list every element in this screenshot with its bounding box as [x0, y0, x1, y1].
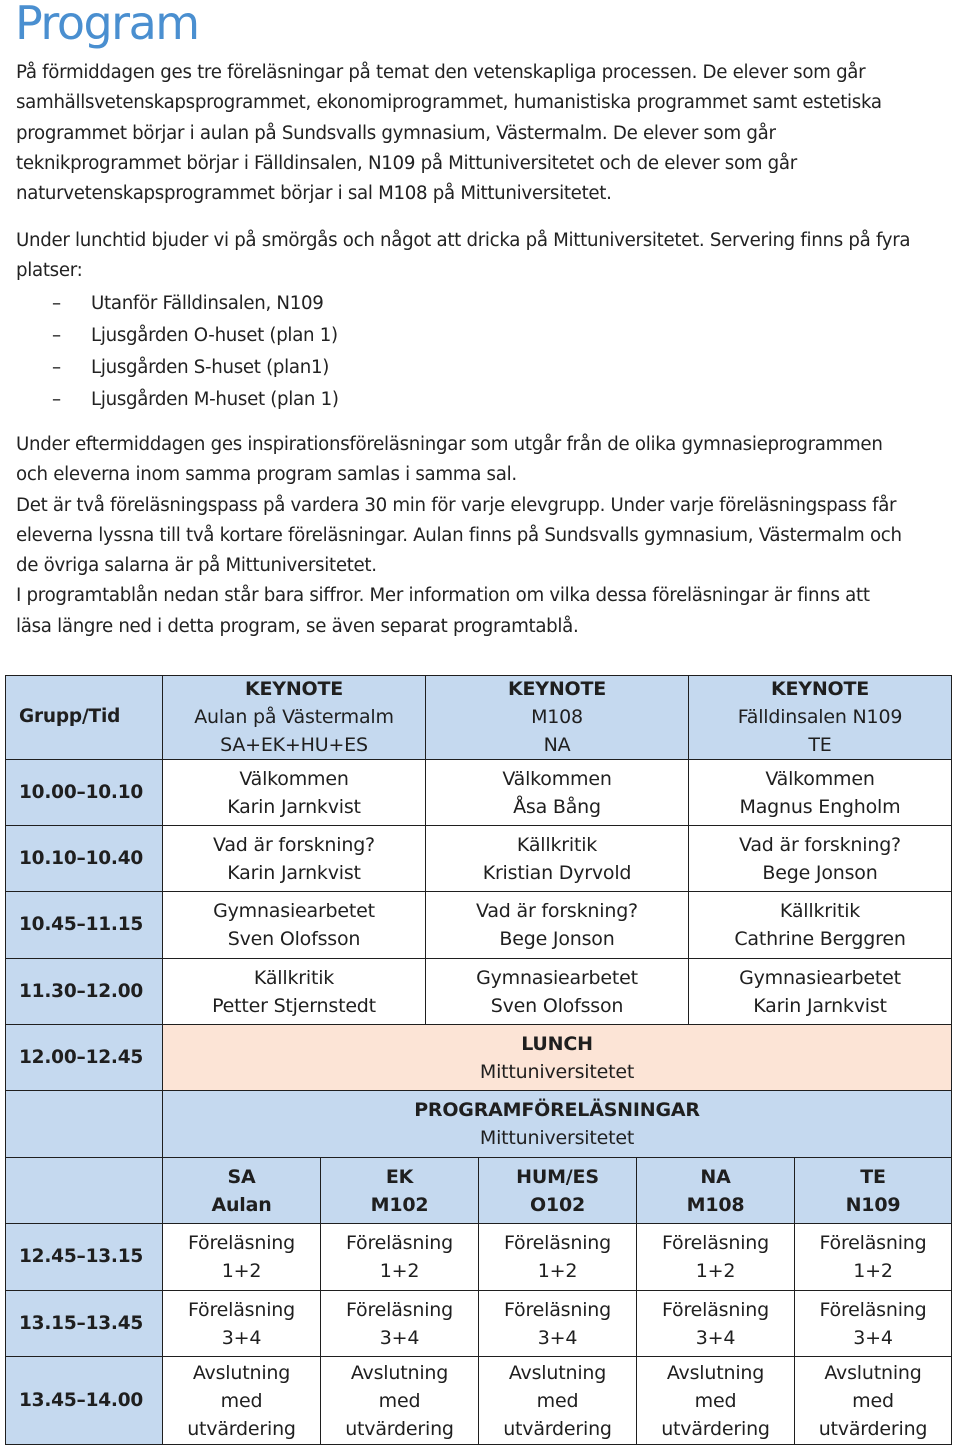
session-title: Gymnasiearbetet: [476, 966, 638, 989]
program-title: PROGRAMFÖRELÄSNINGAR: [414, 1099, 700, 1121]
lecture-title: Föreläsning: [345, 1232, 453, 1254]
closing-cell: [637, 1357, 795, 1445]
lunch-line: Under lunchtid bjuder vi på smörgås och något att dricka på Mittuniversitetet. Servering finns på fyra: [16, 230, 911, 251]
keynote-programs: TE: [808, 734, 832, 756]
lecture-cell: [163, 1224, 321, 1291]
intro-line: naturvetenskapsprogrammet börjar i sal M108 på Mittuniversitetet.: [16, 183, 612, 205]
time-text: 10.00–10.10: [19, 781, 144, 803]
session-title: Gymnasiearbetet: [739, 966, 901, 989]
session-cell: [163, 959, 426, 1025]
afternoon-line: och eleverna inom samma program samlas i samma sal.: [16, 464, 517, 486]
session-title: Vad är forskning?: [739, 833, 901, 856]
room-program: EK: [385, 1165, 414, 1188]
closing-line: med: [378, 1389, 421, 1412]
dash-bullet-icon: –: [52, 325, 61, 346]
session-cell: [426, 959, 689, 1025]
lecture-number: 1+2: [379, 1260, 420, 1282]
closing-line: Avslutning: [508, 1361, 607, 1384]
list-item-text: Ljusgården M-huset (plan 1): [91, 389, 339, 410]
session-speaker: Karin Jarnkvist: [227, 861, 361, 884]
keynote-programs: NA: [543, 734, 571, 756]
session-cell: [163, 760, 426, 826]
list-item: [0, 384, 700, 416]
keynote-header-n109: [689, 675, 952, 760]
session-cell: [426, 892, 689, 959]
intro-line: På förmiddagen ges tre föreläsningar på temat den vetenskapliga processen. De elever som går: [16, 62, 866, 83]
time-text: 12.45–13.15: [19, 1246, 144, 1267]
table-header-label: [5, 675, 163, 760]
lecture-number: 3+4: [537, 1326, 578, 1349]
session-speaker: Petter Stjernstedt: [212, 994, 376, 1017]
intro-line: programmet börjar i aulan på Sundsvalls gymnasium, Västermalm. De elever som går: [16, 122, 776, 144]
lecture-number: 1+2: [695, 1260, 736, 1282]
lecture-title: Föreläsning: [345, 1298, 453, 1321]
closing-line: med: [536, 1389, 579, 1412]
closing-cell: [795, 1357, 952, 1445]
lecture-cell: [795, 1224, 952, 1291]
closing-line: utvärdering: [503, 1417, 612, 1440]
session-title: Källkritik: [779, 900, 861, 922]
session-speaker: Bege Jonson: [499, 928, 615, 950]
lecture-title: Föreläsning: [187, 1298, 295, 1321]
keynote-header-m108: [426, 675, 689, 760]
lunch-cell: [163, 1025, 952, 1091]
time-cell: [5, 1357, 163, 1445]
session-title: Välkommen: [765, 767, 875, 790]
room-header-ek: [321, 1158, 479, 1224]
session-cell: [689, 892, 952, 959]
time-cell: [5, 760, 163, 826]
keynote-programs: SA+EK+HU+ES: [220, 734, 368, 756]
lecture-title: Föreläsning: [661, 1298, 769, 1321]
dash-bullet-icon: –: [52, 389, 61, 410]
closing-line: Avslutning: [192, 1361, 291, 1384]
keynote-room: Aulan på Västermalm: [194, 706, 394, 728]
lecture-cell: [321, 1224, 479, 1291]
closing-line: med: [220, 1389, 263, 1412]
afternoon-line: läsa längre ned i detta program, se även separat programtablå.: [16, 615, 579, 637]
keynote-label: KEYNOTE: [244, 678, 344, 700]
list-item-text: Ljusgården O-huset (plan 1): [91, 325, 338, 346]
session-speaker: Kristian Dyrvold: [482, 861, 632, 884]
afternoon-line: I programtablån nedan står bara siffror. Mer information om vilka dessa föreläsningar är finns att: [16, 585, 870, 607]
empty-cell: [5, 1091, 163, 1158]
list-item-text: Ljusgården S-huset (plan1): [91, 357, 330, 378]
room-name: O102: [529, 1193, 585, 1216]
time-text: 13.45–14.00: [19, 1389, 144, 1411]
session-title: Vad är forskning?: [213, 833, 375, 856]
session-cell: [689, 760, 952, 826]
time-text: 13.15–13.45: [19, 1312, 144, 1334]
session-speaker: Cathrine Berggren: [734, 928, 906, 950]
lunch-title: LUNCH: [521, 1032, 593, 1055]
room-program: SA: [227, 1165, 256, 1188]
closing-line: Avslutning: [824, 1361, 922, 1384]
lecture-title: Föreläsning: [661, 1232, 769, 1254]
keynote-label: KEYNOTE: [507, 678, 607, 700]
time-text: 10.10–10.40: [19, 847, 144, 869]
list-item: [0, 352, 700, 384]
session-title: Välkommen: [502, 767, 612, 790]
closing-cell: [479, 1357, 637, 1445]
program-place: Mittuniversitetet: [479, 1127, 635, 1149]
room-header-sa: [163, 1158, 321, 1224]
intro-line: samhällsvetenskapsprogrammet, ekonomiprogrammet, humanistiska programmet samt estetiska: [16, 92, 882, 114]
closing-line: Avslutning: [666, 1361, 765, 1384]
lecture-number: 3+4: [379, 1326, 420, 1349]
lecture-cell: [479, 1224, 637, 1291]
closing-line: utvärdering: [345, 1417, 454, 1440]
session-title: Gymnasiearbetet: [213, 900, 375, 922]
lecture-title: Föreläsning: [503, 1298, 611, 1321]
empty-cell: [5, 1158, 163, 1224]
session-title: Vad är forskning?: [476, 900, 638, 922]
time-cell: [5, 892, 163, 959]
room-name: N109: [845, 1193, 901, 1216]
closing-cell: [163, 1357, 321, 1445]
lecture-number: 3+4: [695, 1326, 736, 1349]
session-title: Välkommen: [239, 767, 349, 790]
list-item-text: Utanför Fälldinsalen, N109: [91, 293, 324, 314]
afternoon-paragraph: [16, 430, 960, 642]
lunch-line: platser:: [16, 260, 83, 282]
room-program: HUM/ES: [516, 1165, 599, 1188]
time-cell: [5, 1224, 163, 1291]
session-title: Källkritik: [253, 966, 335, 989]
lecture-cell: [637, 1291, 795, 1357]
room-name: M108: [686, 1193, 745, 1216]
keynote-room: M108: [531, 706, 583, 728]
room-header-na: [637, 1158, 795, 1224]
afternoon-line: Det är två föreläsningspass på vardera 30 min för varje elevgrupp. Under varje föreläsningspass får: [16, 494, 897, 516]
session-speaker: Karin Jarnkvist: [753, 994, 887, 1017]
lecture-cell: [479, 1291, 637, 1357]
keynote-room: Fälldinsalen N109: [737, 706, 903, 728]
lunch-paragraph: [16, 226, 960, 287]
time-cell: [5, 826, 163, 892]
list-item: [0, 288, 700, 320]
room-name: M102: [370, 1193, 429, 1216]
session-cell: [163, 892, 426, 959]
lecture-title: Föreläsning: [819, 1232, 927, 1254]
lecture-cell: [795, 1291, 952, 1357]
header-label-text: Grupp/Tid: [19, 706, 121, 727]
keynote-label: KEYNOTE: [770, 678, 870, 700]
session-cell: [426, 760, 689, 826]
session-speaker: Sven Olofsson: [490, 994, 624, 1017]
lecture-cell: [637, 1224, 795, 1291]
lecture-title: Föreläsning: [187, 1232, 295, 1254]
lecture-number: 1+2: [853, 1260, 893, 1282]
session-cell: [689, 959, 952, 1025]
closing-line: utvärdering: [818, 1417, 928, 1440]
closing-line: utvärdering: [661, 1417, 770, 1440]
session-speaker: Karin Jarnkvist: [227, 795, 361, 818]
room-name: Aulan: [211, 1193, 272, 1216]
closing-line: med: [694, 1389, 737, 1412]
closing-cell: [321, 1357, 479, 1445]
lecture-title: Föreläsning: [819, 1298, 927, 1321]
time-cell: [5, 1291, 163, 1357]
page-title: Program: [15, 0, 199, 50]
room-program: TE: [860, 1165, 886, 1188]
session-speaker: Åsa Bång: [513, 795, 601, 818]
lecture-number: 3+4: [221, 1326, 262, 1349]
list-item: [0, 320, 700, 352]
time-text: 12.00–12.45: [19, 1046, 144, 1068]
session-speaker: Sven Olofsson: [227, 928, 361, 950]
room-header-te: [795, 1158, 952, 1224]
lecture-number: 1+2: [537, 1260, 578, 1282]
session-speaker: Magnus Engholm: [739, 795, 901, 818]
dash-bullet-icon: –: [52, 293, 61, 314]
session-cell: [163, 826, 426, 892]
afternoon-line: eleverna lyssna till två kortare föreläsningar. Aulan finns på Sundsvalls gymnasium, Västermalm och: [16, 524, 902, 546]
closing-line: Avslutning: [350, 1361, 449, 1384]
session-title: Källkritik: [516, 833, 598, 856]
time-cell: [5, 959, 163, 1025]
lecture-cell: [163, 1291, 321, 1357]
closing-line: med: [852, 1389, 894, 1412]
intro-paragraph: [16, 58, 960, 209]
lecture-cell: [321, 1291, 479, 1357]
lecture-number: 3+4: [853, 1326, 893, 1349]
keynote-header-aula: [163, 675, 426, 760]
intro-line: teknikprogrammet börjar i Fälldinsalen, N109 på Mittuniversitetet och de elever som går: [16, 152, 797, 174]
afternoon-line: de övriga salarna är på Mittuniversitetet.: [16, 555, 377, 577]
lecture-title: Föreläsning: [503, 1232, 611, 1254]
time-text: 10.45–11.15: [19, 914, 144, 935]
session-cell: [426, 826, 689, 892]
dash-bullet-icon: –: [52, 357, 61, 378]
program-lectures-header: [163, 1091, 952, 1158]
session-cell: [689, 826, 952, 892]
room-header-hum-es: [479, 1158, 637, 1224]
closing-line: utvärdering: [187, 1417, 296, 1440]
room-program: NA: [700, 1165, 731, 1188]
session-speaker: Bege Jonson: [762, 861, 878, 884]
lunch-place: Mittuniversitetet: [479, 1060, 635, 1083]
time-text: 11.30–12.00: [19, 980, 144, 1002]
afternoon-line: Under eftermiddagen ges inspirationsföreläsningar som utgår från de olika gymnasieprogrammen: [16, 434, 883, 455]
lecture-number: 1+2: [221, 1260, 262, 1282]
time-cell: [5, 1025, 163, 1091]
